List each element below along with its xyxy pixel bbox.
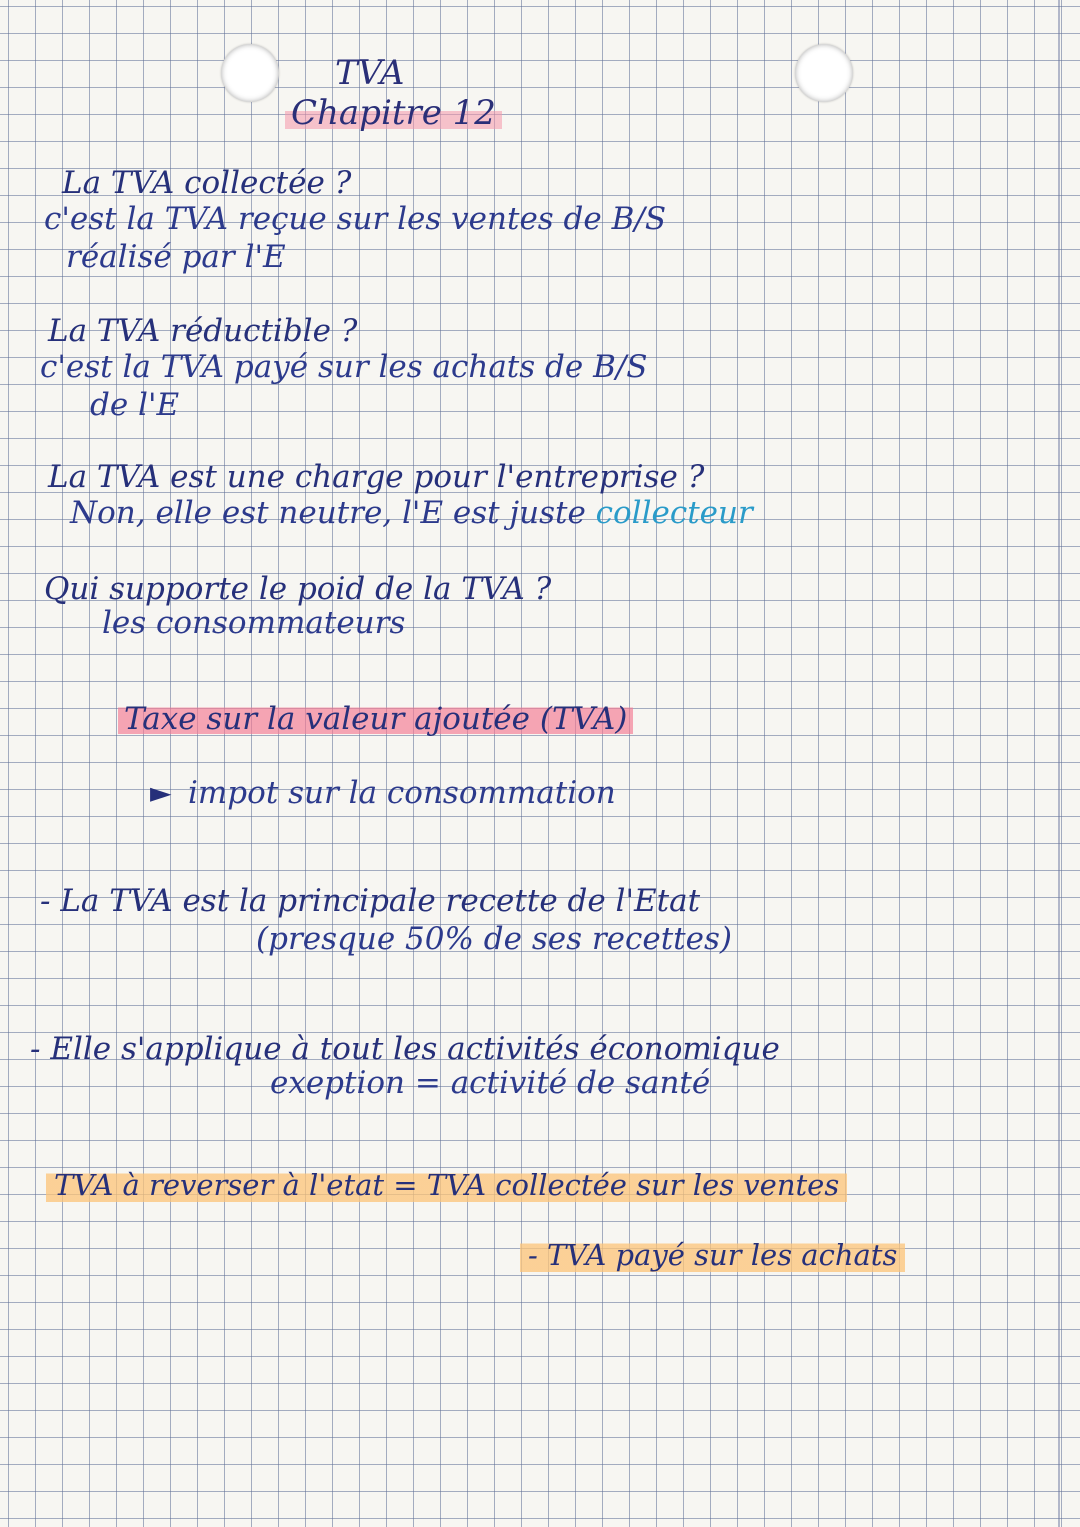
margin-line (1058, 0, 1060, 1527)
answer-vat-charge: Non, elle est neutre, l'E est juste collecteur (70, 495, 753, 531)
answer-collected-vat-2: réalisé par l'E (66, 239, 286, 275)
question-who-bears-vat: Qui supporte le poid de la TVA ? (44, 571, 552, 607)
point-applies-all: - Elle s'applique à tout les activités économique (30, 1031, 780, 1067)
point-main-revenue-detail: (presque 50% de ses recettes) (256, 921, 732, 957)
page-title: TVA (335, 53, 405, 93)
question-collected-vat: La TVA collectée ? (62, 165, 352, 201)
point-exception: exeption = activité de santé (270, 1065, 711, 1101)
page-subtitle: Chapitre 12 (285, 96, 502, 130)
answer-deductible-vat-2: de l'E (90, 387, 180, 423)
punch-hole-right (795, 44, 853, 102)
answer-who-bears-vat: les consommateurs (102, 605, 406, 641)
question-vat-charge: La TVA est une charge pour l'entreprise ? (48, 459, 705, 495)
answer-deductible-vat-1: c'est la TVA payé sur les achats de B/S (40, 349, 648, 385)
formula-line-1: TVA à reverser à l'etat = TVA collectée sur les ventes (46, 1168, 847, 1202)
question-deductible-vat: La TVA réductible ? (48, 313, 358, 349)
point-main-revenue: - La TVA est la principale recette de l'Etat (40, 883, 701, 919)
arrow-icon: ► (150, 776, 172, 809)
answer-collected-vat-1: c'est la TVA reçue sur les ventes de B/S (44, 201, 667, 237)
punch-hole-left (221, 44, 279, 102)
formula-line-2: - TVA payé sur les achats (520, 1238, 905, 1272)
definition-meaning: impot sur la consommation (188, 775, 616, 811)
definition-term: Taxe sur la valeur ajoutée (TVA) (118, 702, 633, 736)
